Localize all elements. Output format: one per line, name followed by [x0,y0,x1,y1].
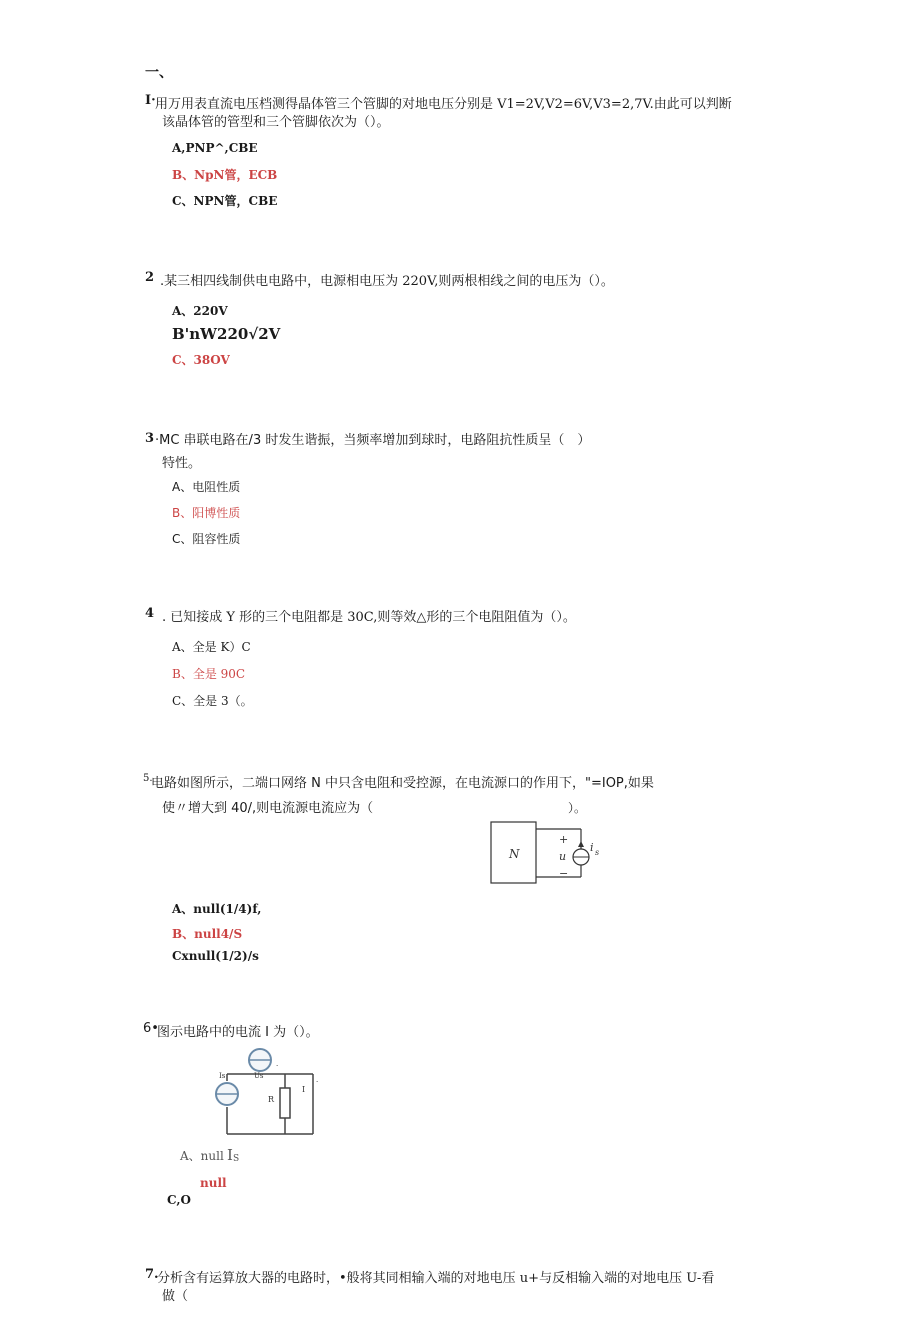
option-c: Cxnull(1/2)/s [172,949,259,963]
question-number: 4 [145,606,155,621]
option-b: null [200,1176,227,1190]
question-text: 图示电路中的电流 I 为（）。 [157,1025,319,1040]
arrow-up-icon [578,841,584,847]
question-text-cont: 特性。 [162,456,202,471]
option-a: A、220V [172,304,228,318]
network-label: N [509,847,520,861]
minus-sign: − [559,867,569,880]
question-number: 5. [143,773,153,784]
question-number: 6• [143,1021,159,1036]
svg-text:.: . [316,1076,319,1084]
option-c: C、阻容性质 [172,532,241,546]
question-text: 电路如图所示，二端口网络 N 中只含电阻和受控源，在电流源口的作用下，"=IOP,如果 [151,776,654,791]
us-label: Us [254,1072,264,1080]
source-subscript: s [595,848,600,857]
option-a-symbol: I [227,1146,233,1164]
question-text-cont: 做（ [162,1289,189,1304]
current-circuit-diagram [205,1044,325,1139]
r-label: R [268,1095,275,1104]
option-a: A、null [180,1149,224,1163]
section-heading: 一、 [145,65,173,81]
two-port-circuit-diagram [485,815,605,890]
option-b: B、阳博性质 [172,506,241,520]
option-a: A、null(1/4)f, [172,902,262,916]
option-b: B'nW220√2V [172,325,281,343]
option-a-subscript: S [233,1154,240,1164]
question-text-cont: 该晶体管的管型和三个管脚依次为（）。 [162,115,390,130]
question-number: I· [145,93,156,108]
is-label: Is [219,1072,226,1080]
option-a: A、全是 K）C [172,640,251,654]
question-text: .某三相四线制供电电路中，电源相电压为 220V,则两根相线之间的电压为（）。 [160,274,614,289]
option-c: C,O [167,1193,191,1207]
question-text: . 已知接成 Y 形的三个电阻都是 30C,则等效△形的三个电阻阻值为（）。 [162,610,576,625]
source-label: i [590,841,594,854]
question-text: 用万用表直流电压档测得晶体管三个管脚的对地电压分别是 V1=2V,V2=6V,V3=2,7V.由此可以判断 [155,97,732,112]
question-text: 分析含有运算放大器的电路时，•般将其同相输入端的对地电压 u+与反相输入端的对地电压 U-看 [157,1271,715,1286]
option-b: B、null4/S [172,927,243,941]
voltage-label: u [559,850,567,863]
i-label: I [302,1085,306,1094]
svg-text:.: . [276,1060,279,1068]
option-b: B、全是 90C [172,667,246,681]
plus-sign: + [559,833,569,846]
option-c: C、全是 3（。 [172,694,253,708]
question-number: 3 [145,431,155,446]
option-c: C、NPN管，CBE [172,194,278,208]
answer-blank-close: ）。 [568,801,587,815]
option-b: B、NpN管，ECB [172,168,278,182]
question-text-cont: 使〃增大到 40/,则电流源电流应为（ [162,801,374,816]
option-a: A,PNP^,CBE [172,141,258,155]
question-number: 7. [145,1267,159,1282]
question-number: 2 [145,270,155,285]
option-c: C、38OV [172,353,230,367]
question-text: ·MC 串联电路在/3 时发生谐振，当频率增加到球时，电路阻抗性质呈（ ） [155,433,591,448]
resistor-icon [280,1088,290,1118]
option-a: A、电阻性质 [172,480,241,494]
